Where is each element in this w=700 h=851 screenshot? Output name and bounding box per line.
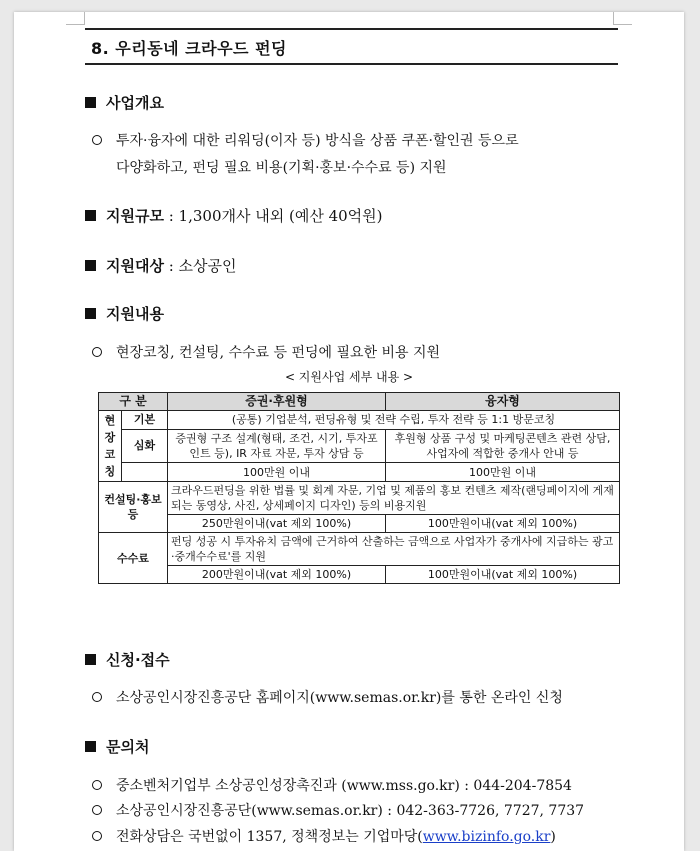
heading-contact: 문의처 — [85, 736, 149, 757]
page-corner-mark — [66, 12, 85, 25]
square-bullet-icon — [85, 308, 96, 319]
cell-consult-desc: 크라우드펀딩을 위한 법률 및 회계 자문, 기업 및 제품의 홍보 컨텐츠 제작(랜딩페이지에 게재되는 동영상, 사진, 상세페이지 디자인) 등의 비용지원 — [168, 482, 620, 515]
document-page — [14, 12, 684, 851]
row-label-coaching: 현 장 코 칭 — [99, 411, 122, 482]
cell-fee-limit-equity: 200만원이내(vat 제외 100%) — [168, 566, 386, 584]
contact-line-2: 소상공인시장진흥공단(www.semas.or.kr) : 042-363-7726, 7727, 7737 — [92, 800, 584, 820]
heading-overview: 사업개요 — [85, 92, 164, 113]
page-corner-mark — [613, 12, 632, 25]
cell-basic-desc: (공통) 기업분석, 펀딩유형 및 전략 수립, 투자 전략 등 1:1 방문코칭 — [168, 411, 620, 430]
overview-line-1: 투자·융자에 대한 리워딩(이자 등) 방식을 상품 쿠폰·할인권 등으로 — [92, 130, 519, 150]
row-label-consult: 컨설팅·홍보 등 — [99, 482, 168, 533]
section-title-bar — [85, 28, 618, 65]
square-bullet-icon — [85, 260, 96, 271]
circle-bullet-icon — [92, 780, 102, 790]
row-label-fee: 수수료 — [99, 533, 168, 584]
header-loan: 융자형 — [386, 393, 620, 411]
overview-line-2: 다양화하고, 펀딩 필요 비용(기획·홍보·수수료 등) 지원 — [116, 160, 447, 176]
cell-coach-limit-equity: 100만원 이내 — [168, 463, 386, 482]
row-label-basic: 기본 — [122, 411, 168, 430]
cell-deep-equity: 증권형 구조 설계(형태, 조건, 시기, 투자포인트 등), IR 자료 자문, 투자 상담 등 — [168, 429, 386, 463]
header-equity: 증권·후원형 — [168, 393, 386, 411]
bizinfo-link[interactable]: www.bizinfo.go.kr — [422, 829, 551, 845]
apply-line: 소상공인시장진흥공단 홈페이지(www.semas.or.kr)를 통한 온라인 신청 — [92, 687, 563, 707]
heading-scale: 지원규모 : 1,300개사 내외 (예산 40억원) — [85, 205, 383, 226]
header-category: 구 분 — [99, 393, 168, 411]
contact-line-3: 전화상담은 국번없이 1357, 정책정보는 기업마당(www.bizinfo.go.kr) — [92, 826, 556, 846]
support-detail-table — [98, 392, 620, 584]
cell-coach-limit-loan: 100만원 이내 — [386, 463, 620, 482]
section-title: 8. 우리동네 크라우드 펀딩 — [91, 39, 287, 58]
circle-bullet-icon — [92, 692, 102, 702]
cell-deep-loan: 후원형 상품 구성 및 마케팅콘텐츠 관련 상담, 사업자에 적합한 중개사 안내 등 — [386, 429, 620, 463]
square-bullet-icon — [85, 97, 96, 108]
square-bullet-icon — [85, 741, 96, 752]
cell-fee-desc: 펀딩 성공 시 투자유치 금액에 근거하여 산출하는 금액으로 사업자가 중개사에 지급하는 광고·중개수수료'를 지원 — [168, 533, 620, 566]
circle-bullet-icon — [92, 831, 102, 841]
circle-bullet-icon — [92, 135, 102, 145]
heading-content: 지원내용 — [85, 303, 164, 324]
content-line: 현장코칭, 컨설팅, 수수료 등 펀딩에 필요한 비용 지원 — [92, 342, 440, 362]
heading-target: 지원대상 : 소상공인 — [85, 255, 237, 276]
square-bullet-icon — [85, 210, 96, 221]
table-caption: < 지원사업 세부 내용 > — [284, 370, 414, 384]
cell-consult-limit-equity: 250만원이내(vat 제외 100%) — [168, 515, 386, 533]
square-bullet-icon — [85, 654, 96, 665]
circle-bullet-icon — [92, 805, 102, 815]
circle-bullet-icon — [92, 347, 102, 357]
heading-apply: 신청·접수 — [85, 649, 170, 670]
row-label-deep: 심화 — [122, 429, 168, 463]
contact-line-1: 중소벤처기업부 소상공인성장촉진과 (www.mss.go.kr) : 044-204-7854 — [92, 775, 572, 795]
cell-fee-limit-loan: 100만원이내(vat 제외 100%) — [386, 566, 620, 584]
cell-consult-limit-loan: 100만원이내(vat 제외 100%) — [386, 515, 620, 533]
